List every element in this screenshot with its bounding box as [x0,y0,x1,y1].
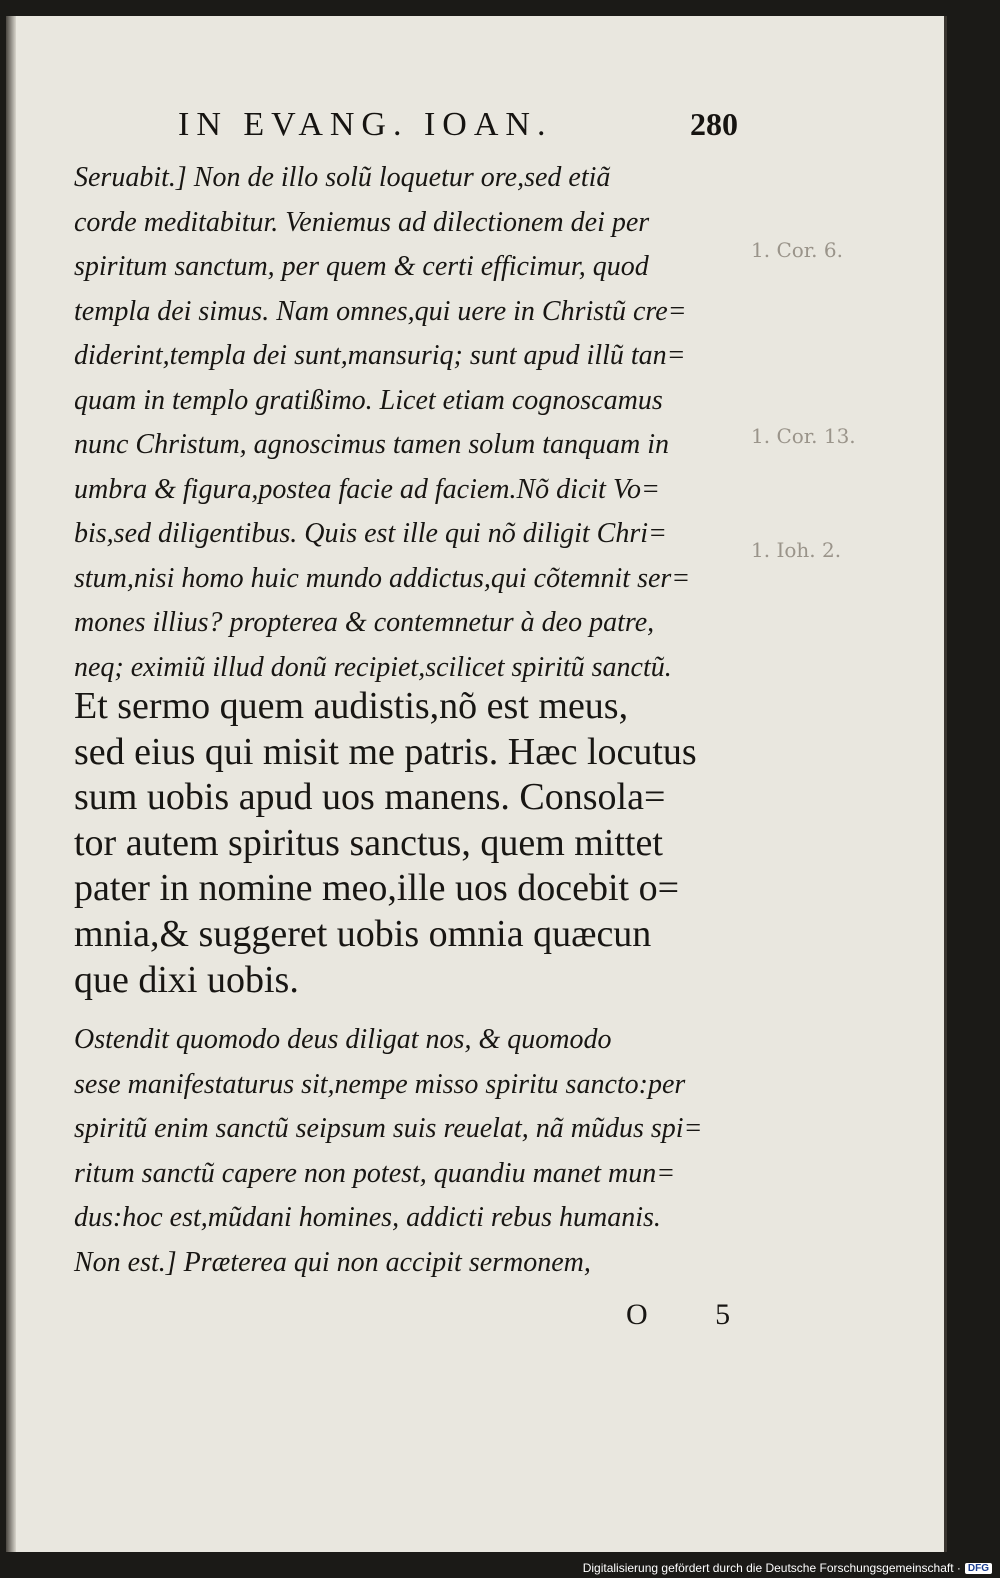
margin-note: 1. Ioh. 2. [751,538,842,562]
text-line: mnia,& suggeret uobis omnia quæcun [74,912,652,955]
text-line: Ostendit quomodo deus diligat nos, & quomodo [74,1024,612,1055]
running-head: IN EVANG. IOAN. [178,106,553,143]
text-line: tor autem spiritus sanctus, quem mittet [74,821,663,864]
text-line: neq; eximiũ illud donũ recipiet,scilicet spiritũ sanctũ. [74,651,672,683]
text-line: Seruabit.] Non de illo solũ loquetur ore,sed etiã [74,162,611,193]
text-line: diderint,templa dei sunt,mansuriq; sunt apud illũ tan= [74,340,686,371]
text-line: mones illius? propterea & contemnetur à deo patre, [74,607,655,638]
text-line: nunc Christum, agnoscimus tamen solum tanquam in [74,429,669,460]
footer-credit [583,1561,992,1575]
commentary-top [74,156,754,690]
text-line: Non est.] Præterea qui non accipit sermonem, [74,1246,591,1278]
text-line: spiritũ enim sanctũ seipsum suis reuelat, nã mũdus spi= [74,1113,703,1144]
text-line: sese manifestaturus sit,nempe misso spiritu sancto:per [74,1068,686,1100]
signature-mark: O 5 [626,1298,761,1331]
text-line: pater in nomine meo,ille uos docebit o= [74,867,680,910]
commentary-bottom [74,1018,754,1285]
text-line: que dixi uobis. [74,958,299,1001]
margin-note: 1. Cor. 6. [751,238,843,262]
text-line: ritum sanctũ capere non potest, quandiu manet mun= [74,1157,676,1189]
text-line: sum uobis apud uos manens. Consola= [74,776,666,819]
scripture-passage [74,684,764,1003]
text-line: quam in templo gratißimo. Licet etiam cognoscamus [74,384,663,416]
page-header [178,106,738,146]
text-line: corde meditabitur. Veniemus ad dilectionem dei per [74,206,650,238]
footer-text: Digitalisierung gefördert durch die Deutsche Forschungsgemeinschaft · [582,1561,961,1575]
text-line: umbra & figura,postea facie ad faciem.Nõ dicit Vo= [74,473,660,505]
page-gutter-shadow [6,16,16,1552]
margin-note: 1. Cor. 13. [751,424,856,448]
text-line: templa dei simus. Nam omnes,qui uere in Christũ cre= [74,295,687,327]
dfg-logo: DFG [965,1563,992,1574]
text-line: stum,nisi homo huic mundo addictus,qui cõtemnit ser= [74,562,691,594]
text-line: Et sermo quem audistis,nõ est meus, [74,685,629,727]
page-number: 280 [690,106,738,142]
book-page [6,16,947,1552]
text-line: bis,sed diligentibus. Quis est ille qui nõ diligit Chri= [74,518,667,549]
text-line: spiritum sanctum, per quem & certi efficimur, quod [74,251,649,282]
text-line: sed eius qui misit me patris. Hæc locutus [74,730,697,773]
text-line: dus:hoc est,mũdani homines, addicti rebus humanis. [74,1202,661,1233]
